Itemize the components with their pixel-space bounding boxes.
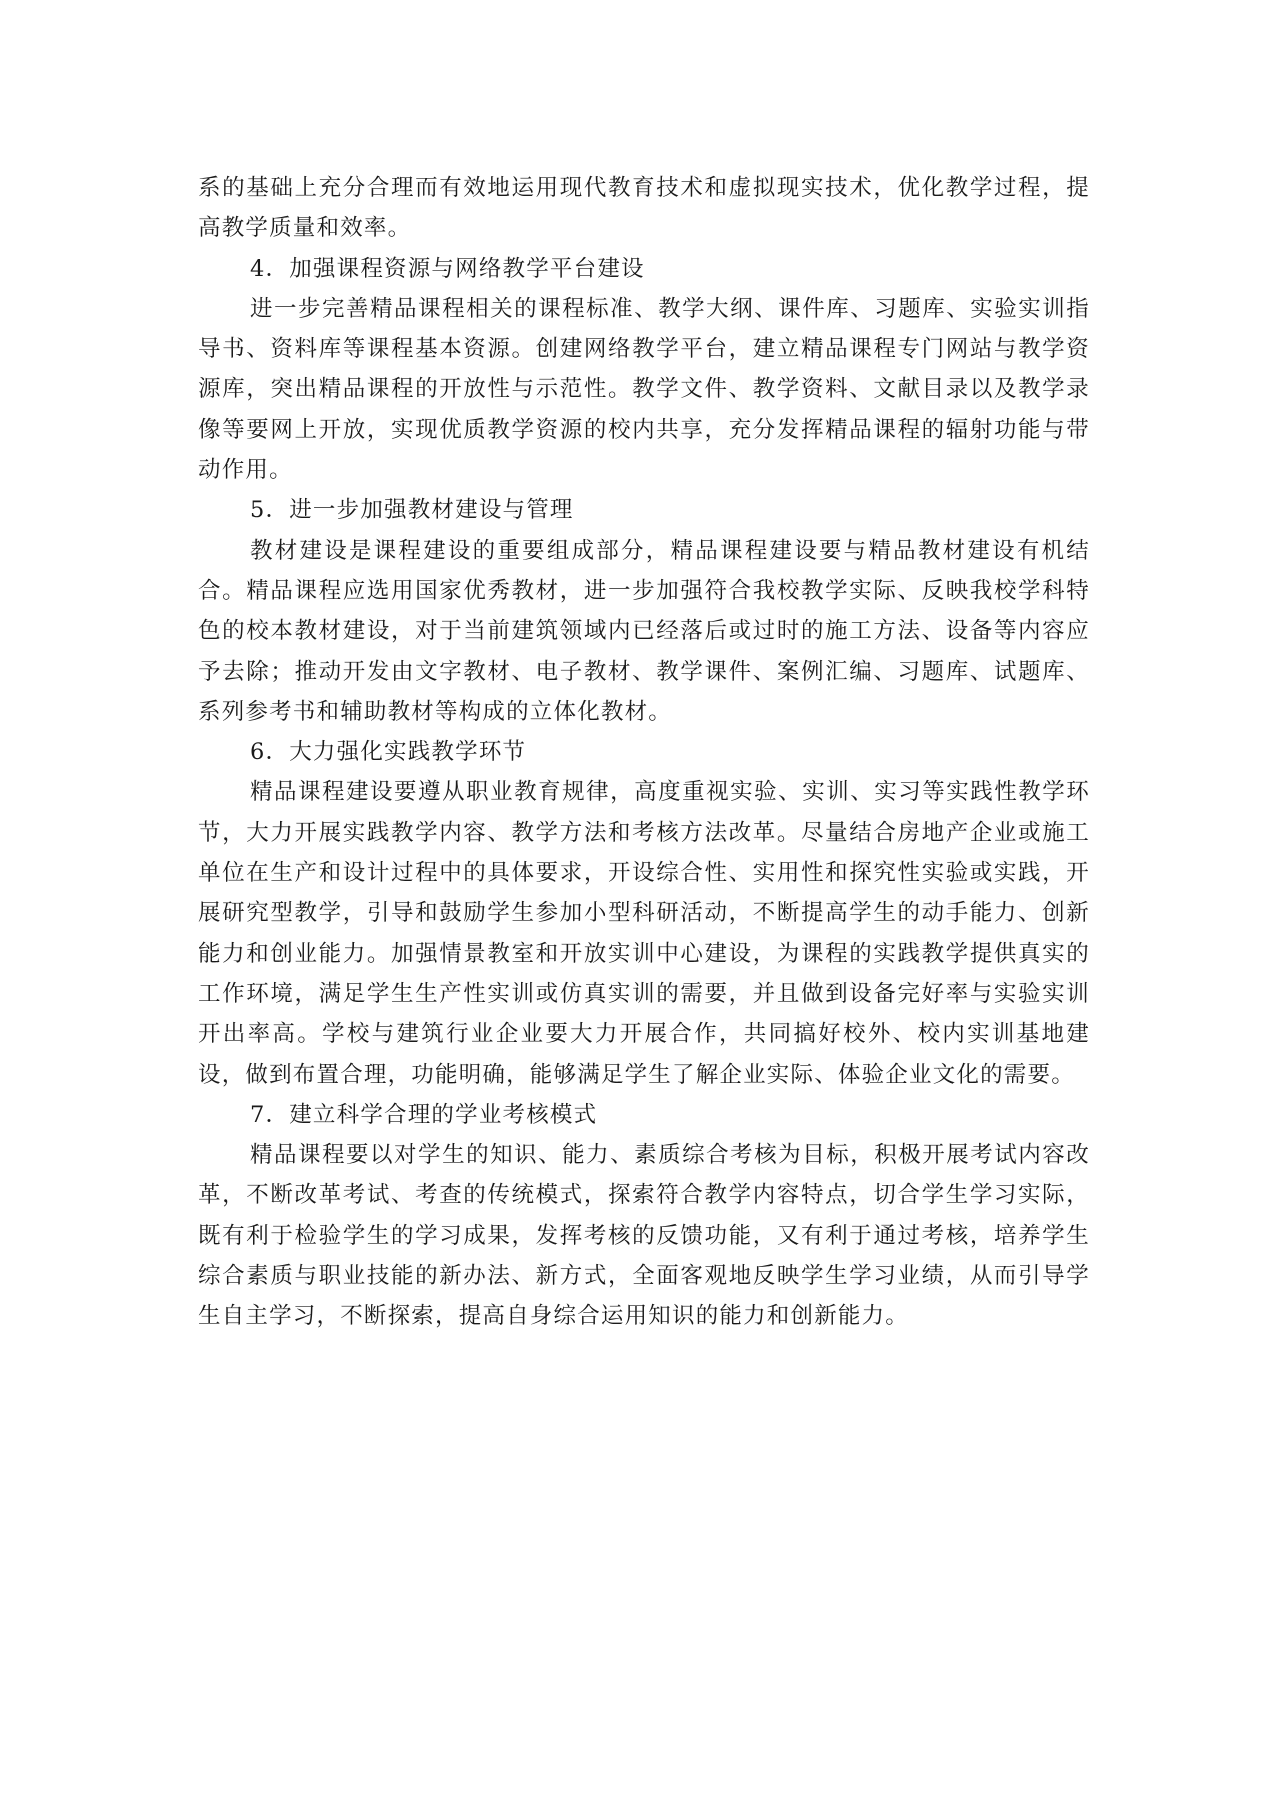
section-heading-6: 6．大力强化实践教学环节 xyxy=(250,739,527,766)
continuation-paragraph: 系的基础上充分合理而有效地运用现代教育技术和虚拟现实技术，优化教学过程，提高教学质量和效率。 xyxy=(198,175,1090,242)
paragraph-textbook-construction: 教材建设是课程建设的重要组成部分，精品课程建设要与精品教材建设有机结合。精品课程应选用国家优秀教材，进一步加强符合我校教学实际、反映我校学科特色的校本教材建设，对于当前建筑领域内已经落后或过时的施工方法、设备等内容应予去除；推动开发由文字教材、电子教材、教学课件、案例汇编、习题库、试题库、系列参考书和辅助教材等构成的立体化教材。 xyxy=(198,537,1090,725)
paragraph-practical-teaching: 精品课程建设要遵从职业教育规律，高度重视实验、实训、实习等实践性教学环节，大力开展实践教学内容、教学方法和考核方法改革。尽量结合房地产企业或施工单位在生产和设计过程中的具体要求，开设综合性、实用性和探究性实验或实践，开展研究型教学，引导和鼓励学生参加小型科研活动，不断提高学生的动手能力、创新能力和创业能力。加强情景教室和开放实训中心建设，为课程的实践教学提供真实的工作环境，满足学生生产性实训或仿真实训的需要，并且做到设备完好率与实验实训开出率高。学校与建筑行业企业要大力开展合作，共同搞好校外、校内实训基地建设，做到布置合理，功能明确，能够满足学生了解企业实际、体验企业文化的需要。 xyxy=(198,779,1090,1088)
section-heading-7: 7．建立科学合理的学业考核模式 xyxy=(250,1101,598,1128)
paragraph-assessment-model: 精品课程要以对学生的知识、能力、素质综合考核为目标，积极开展考试内容改革，不断改革考试、考查的传统模式，探索符合教学内容特点，切合学生学习实际，既有利于检验学生的学习成果，发挥考核的反馈功能，又有利于通过考核，培养学生综合素质与职业技能的新办法、新方式，全面客观地反映学生学习业绩，从而引导学生自主学习，不断探索，提高自身综合运用知识的能力和创新能力。 xyxy=(198,1142,1090,1330)
paragraph-course-resources: 进一步完善精品课程相关的课程标准、教学大纲、课件库、习题库、实验实训指导书、资料库等课程基本资源。创建网络教学平台，建立精品课程专门网站与教学资源库，突出精品课程的开放性与示范性。教学文件、教学资料、文献目录以及教学录像等要网上开放，实现优质教学资源的校内共享，充分发挥精品课程的辐射功能与带动作用。 xyxy=(198,295,1090,484)
section-heading-5: 5．进一步加强教材建设与管理 xyxy=(250,497,574,524)
document-page xyxy=(198,168,1090,1337)
section-heading-4: 4．加强课程资源与网络教学平台建设 xyxy=(250,255,645,282)
